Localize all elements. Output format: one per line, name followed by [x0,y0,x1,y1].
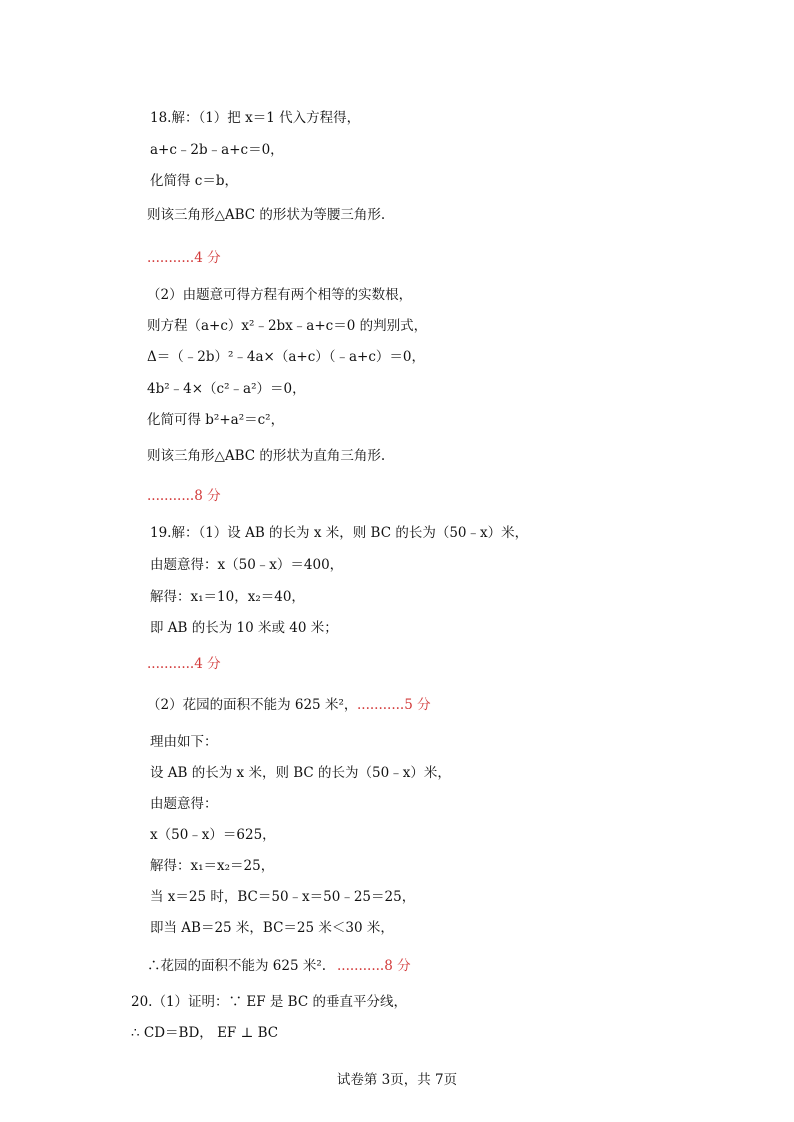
q19-line-11: 当 x＝25 时，BC＝50﹣x＝50﹣25＝25， [150,889,416,905]
q19-line-13: ∴花园的面积不能为 625 米². [147,958,327,974]
page-footer: 试卷第 3页，共 7页 [336,1072,458,1088]
q20-line-2: ∴ CD＝BD， EF ⊥ BC [131,1025,279,1041]
q19-line-12: 即当 AB＝25 米，BC＝25 米＜30 米， [150,920,394,936]
q19-score-3: ...........8 分 [337,958,411,974]
q18-line-9: 化简可得 b²+a²＝c²， [147,412,285,428]
q18-score-2: ...........8 分 [147,488,221,504]
q20-line-1: 20.（1）证明：∵ EF 是 BC 的垂直平分线， [131,994,407,1010]
q19-line-7: 设 AB 的长为 x 米，则 BC 的长为（50﹣x）米， [150,765,451,781]
q19-line-2: 由题意得：x（50﹣x）＝400， [150,557,344,573]
q18-line-10: 则该三角形△ABC 的形状为直角三角形. [147,448,386,464]
q19-line-6: 理由如下： [150,734,218,750]
q18-line-8: 4b²﹣4×（c²﹣a²）＝0， [147,381,306,397]
q18-line-3: 化简得 c＝b， [150,173,238,189]
q19-line-5: （2）花园的面积不能为 625 米²， [147,697,358,713]
q19-line-3: 解得：x₁＝10，x₂＝40， [150,589,305,605]
q19-score-1: ...........4 分 [147,656,221,672]
q19-line-9: x（50﹣x）＝625， [150,827,276,843]
q19-line-1: 19.解：（1）设 AB 的长为 x 米，则 BC 的长为（50﹣x）米， [150,525,529,541]
q19-line-8: 由题意得： [150,796,218,812]
q18-line-1: 18.解：（1）把 x＝1 代入方程得， [150,110,361,126]
q18-line-2: a+c﹣2b﹣a+c＝0， [150,142,284,158]
q19-line-10: 解得：x₁＝x₂＝25， [150,858,275,874]
q19-line-4: 即 AB 的长为 10 米或 40 米； [150,620,338,636]
q18-line-6: 则方程（a+c）x²﹣2bx﹣a+c＝0 的判别式， [147,318,428,334]
q18-line-5: （2）由题意可得方程有两个相等的实数根， [147,287,413,303]
q18-score-1: ...........4 分 [147,250,221,266]
q18-line-7: Δ＝（﹣2b）²﹣4a×（a+c）（﹣a+c）＝0， [147,349,426,365]
q18-line-4: 则该三角形△ABC 的形状为等腰三角形. [147,207,386,223]
q19-score-2: ...........5 分 [357,697,431,713]
